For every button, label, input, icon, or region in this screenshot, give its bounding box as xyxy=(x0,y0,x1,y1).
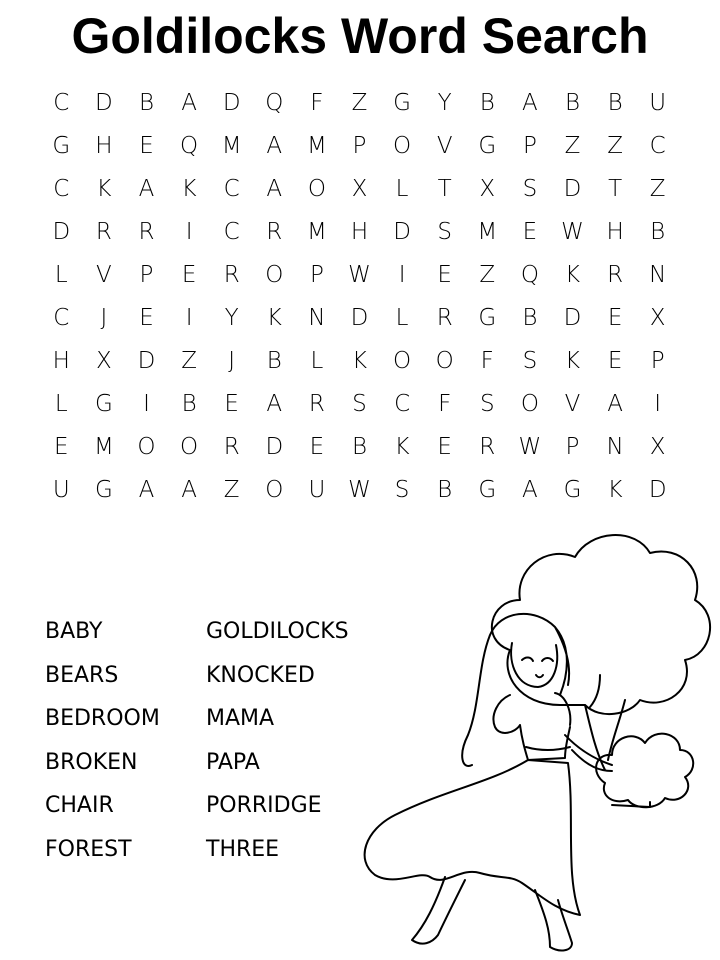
grid-letter: B xyxy=(479,90,495,116)
grid-letter: S xyxy=(522,176,538,202)
grid-letter: R xyxy=(138,219,155,245)
grid-letter: D xyxy=(95,90,113,116)
grid-letter: Z xyxy=(181,348,197,374)
grid-letter: D xyxy=(350,305,369,331)
grid-letter: E xyxy=(54,434,69,460)
grid-letter: Y xyxy=(437,90,452,116)
grid-letter: P xyxy=(650,348,665,374)
grid-letter: B xyxy=(607,90,623,116)
grid-letter: D xyxy=(222,90,241,116)
grid-letter: K xyxy=(96,176,112,202)
letter-grid xyxy=(40,82,680,512)
eyes xyxy=(522,657,553,661)
grid-letter: E xyxy=(522,219,538,245)
grid-letter: S xyxy=(479,391,495,417)
word-item: THREE xyxy=(206,836,280,862)
grid-letter: E xyxy=(181,262,197,288)
grid-letter: D xyxy=(137,348,156,374)
tree-canopy xyxy=(492,535,710,714)
word-item: BABY xyxy=(45,619,103,644)
grid-letter: E xyxy=(309,434,325,460)
grid-letter: X xyxy=(649,305,666,331)
grid-letter: W xyxy=(348,262,371,288)
grid-letter: B xyxy=(138,90,155,116)
grid-letter: T xyxy=(608,176,623,202)
grid-letter: I xyxy=(654,391,662,417)
grid-letter: D xyxy=(563,305,582,331)
grid-letter: P xyxy=(309,262,324,288)
grid-letter: X xyxy=(96,348,112,374)
grid-letter: V xyxy=(564,391,581,417)
grid-row xyxy=(40,254,680,297)
grid-letter: L xyxy=(310,348,324,374)
grid-letter: B xyxy=(266,348,282,374)
grid-letter: I xyxy=(185,219,193,245)
grid-letter: R xyxy=(607,262,624,288)
grid-letter: M xyxy=(306,219,327,245)
grid-row xyxy=(40,469,680,512)
hair xyxy=(462,614,569,766)
grid-letter: U xyxy=(308,477,326,503)
word-item: MAMA xyxy=(206,706,275,731)
grid-letter: C xyxy=(223,219,240,245)
grid-letter: Z xyxy=(649,176,666,202)
grid-letter: H xyxy=(95,133,113,159)
mouth xyxy=(536,675,543,677)
grid-letter: G xyxy=(393,90,411,116)
word-item: PAPA xyxy=(206,749,260,775)
grid-letter: X xyxy=(351,176,368,202)
grid-letter: E xyxy=(139,305,154,331)
grid-letter: A xyxy=(266,391,283,417)
grid-letter: X xyxy=(649,434,666,460)
grid-letter: U xyxy=(52,477,70,503)
grid-letter: O xyxy=(520,391,539,417)
grid-letter: D xyxy=(265,434,284,460)
grid-letter: B xyxy=(437,477,453,503)
grid-letter: Q xyxy=(520,262,539,288)
grid-letter: D xyxy=(648,477,667,503)
goldilocks-illustration xyxy=(350,515,720,960)
legs xyxy=(412,877,572,950)
grid-letter: X xyxy=(479,176,496,202)
grid-letter: U xyxy=(649,90,667,116)
grid-letter: Z xyxy=(564,133,581,159)
grid-row xyxy=(40,82,680,125)
grid-letter: G xyxy=(478,133,497,159)
grid-letter: K xyxy=(564,262,581,288)
grid-letter: C xyxy=(53,305,70,331)
grid-row xyxy=(40,297,680,340)
grid-letter: R xyxy=(223,262,240,288)
grid-letter: W xyxy=(518,434,542,460)
grid-letter: O xyxy=(265,262,284,288)
grid-letter: R xyxy=(95,219,112,245)
grid-letter: P xyxy=(522,133,537,159)
grid-letter: P xyxy=(352,133,367,159)
grid-letter: F xyxy=(310,90,324,116)
grid-letter: C xyxy=(394,391,411,417)
grid-letter: H xyxy=(606,219,624,245)
grid-row xyxy=(40,125,680,168)
grid-letter: O xyxy=(180,434,199,460)
grid-letter: M xyxy=(477,219,498,245)
grid-letter: N xyxy=(308,305,326,331)
word-item: CHAIR xyxy=(45,793,114,818)
grid-letter: K xyxy=(181,176,197,202)
grid-row xyxy=(40,168,680,211)
grid-letter: E xyxy=(224,391,239,417)
grid-letter: V xyxy=(96,262,112,288)
grid-letter: B xyxy=(564,90,581,116)
grid-letter: L xyxy=(395,305,409,331)
grid-row xyxy=(40,211,680,254)
word-item: KNOCKED xyxy=(206,662,315,688)
grid-row xyxy=(40,340,680,383)
grid-row xyxy=(40,383,680,426)
grid-letter: W xyxy=(348,477,371,503)
grid-letter: R xyxy=(479,434,496,460)
grid-letter: R xyxy=(266,219,283,245)
waist-beads xyxy=(526,747,570,750)
grid-letter: K xyxy=(351,348,368,374)
word-item: GOLDILOCKS xyxy=(206,619,349,644)
word-item: BEDROOM xyxy=(45,706,160,731)
grid-letter: T xyxy=(437,176,452,202)
word-item: FOREST xyxy=(45,836,132,862)
grid-letter: S xyxy=(437,219,452,245)
grid-letter: G xyxy=(52,133,71,159)
grid-letter: J xyxy=(100,305,108,331)
grid-letter: K xyxy=(266,305,282,331)
grid-letter: J xyxy=(228,348,236,374)
grid-letter: G xyxy=(478,477,497,503)
grid-letter: S xyxy=(394,477,410,503)
grid-letter: M xyxy=(221,133,242,159)
grid-letter: L xyxy=(395,176,409,202)
word-item: BROKEN xyxy=(45,749,138,775)
grid-letter: Z xyxy=(351,90,368,116)
grid-letter: A xyxy=(522,90,538,116)
grid-letter: C xyxy=(53,176,70,202)
grid-letter: K xyxy=(564,348,581,374)
grid-letter: P xyxy=(565,434,580,460)
grid-letter: F xyxy=(438,391,452,417)
grid-letter: H xyxy=(350,219,369,245)
grid-letter: Z xyxy=(607,133,623,159)
grid-letter: B xyxy=(522,305,538,331)
grid-letter: Q xyxy=(180,133,199,159)
grid-letter: G xyxy=(94,391,113,417)
grid-letter: O xyxy=(435,348,454,374)
grid-letter: L xyxy=(54,262,68,288)
grid-letter: Z xyxy=(479,262,496,288)
face xyxy=(511,643,557,687)
grid-letter: I xyxy=(143,391,150,417)
grid-letter: S xyxy=(522,348,538,374)
grid-letter: G xyxy=(563,477,582,503)
grid-letter: W xyxy=(561,219,584,245)
grid-letter: G xyxy=(94,477,113,503)
grid-letter: K xyxy=(394,434,410,460)
grid-letter: Z xyxy=(223,477,240,503)
grid-letter: V xyxy=(436,133,453,159)
grid-letter: Y xyxy=(224,305,239,331)
grid-letter: B xyxy=(650,219,666,245)
grid-letter: A xyxy=(181,90,197,116)
grid-letter: E xyxy=(139,133,154,159)
grid-letter: R xyxy=(223,434,240,460)
grid-letter: M xyxy=(306,133,327,159)
grid-letter: P xyxy=(139,262,154,288)
grid-letter: O xyxy=(393,348,412,374)
grid-letter: B xyxy=(181,391,197,417)
grid-letter: Q xyxy=(265,90,284,116)
grid-letter: I xyxy=(185,305,193,331)
grid-letter: A xyxy=(266,133,283,159)
grid-letter: O xyxy=(307,176,326,202)
grid-letter: O xyxy=(137,434,156,460)
grid-letter: D xyxy=(393,219,411,245)
skirt xyxy=(365,760,580,915)
grid-letter: C xyxy=(53,90,70,116)
grid-letter: O xyxy=(393,133,412,159)
grid-letter: F xyxy=(480,348,494,374)
grid-letter: I xyxy=(398,262,406,288)
grid-letter: E xyxy=(607,305,623,331)
grid-letter: N xyxy=(649,262,667,288)
grid-letter: M xyxy=(93,434,114,460)
grid-row xyxy=(40,426,680,469)
grid-letter: R xyxy=(436,305,453,331)
word-item: PORRIDGE xyxy=(206,793,322,818)
grid-letter: C xyxy=(649,133,666,159)
grid-letter: H xyxy=(52,348,70,374)
grid-letter: B xyxy=(351,434,368,460)
grid-letter: G xyxy=(478,305,497,331)
grid-letter: E xyxy=(607,348,623,374)
grid-letter: N xyxy=(606,434,624,460)
grid-letter: A xyxy=(266,176,283,202)
grid-letter: O xyxy=(265,477,284,503)
grid-letter: S xyxy=(352,391,367,417)
grid-letter: D xyxy=(52,219,71,245)
grid-letter: D xyxy=(563,176,582,202)
grid-letter: L xyxy=(54,391,68,417)
grid-letter: A xyxy=(138,176,155,202)
grid-letter: A xyxy=(181,477,197,503)
grid-letter: K xyxy=(607,477,623,503)
grid-letter: E xyxy=(437,434,452,460)
grid-letter: A xyxy=(138,477,155,503)
grid-letter: E xyxy=(437,262,452,288)
page-title: Goldilocks Word Search xyxy=(71,8,649,64)
grid-letter: A xyxy=(522,477,538,503)
grid-letter: R xyxy=(308,391,325,417)
grid-letter: C xyxy=(223,176,240,202)
grid-letter: A xyxy=(607,391,623,417)
arm xyxy=(565,735,612,771)
word-item: BEARS xyxy=(45,662,119,688)
